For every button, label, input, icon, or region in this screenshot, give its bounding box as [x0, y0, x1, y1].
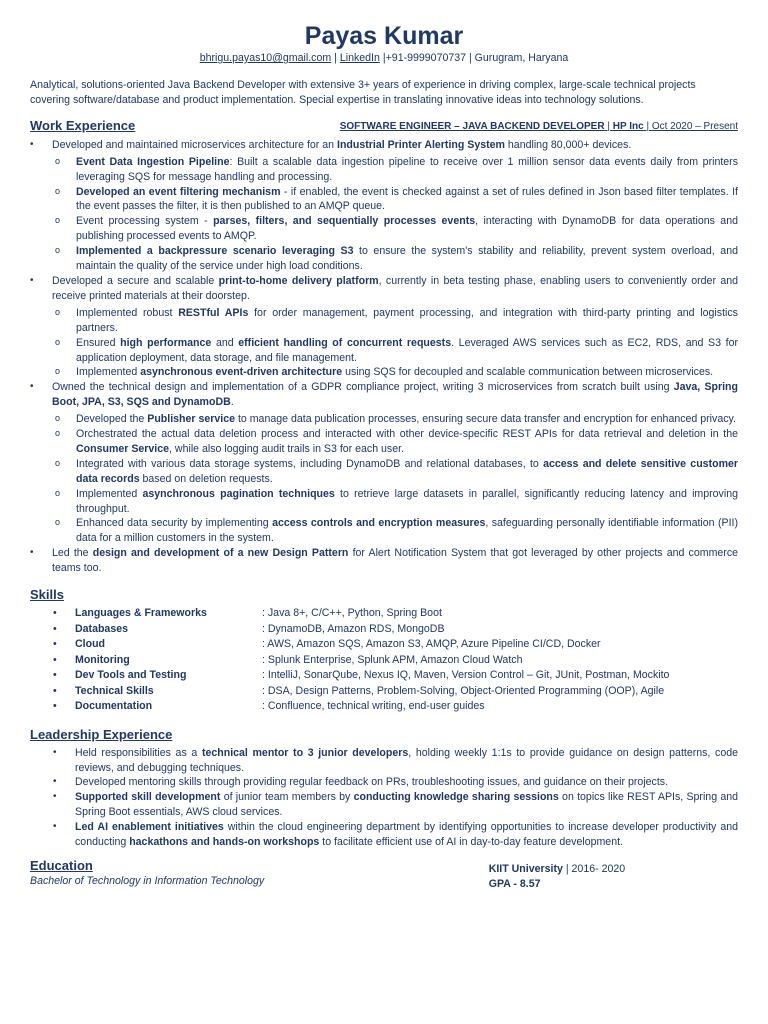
list-item	[52, 214, 738, 244]
bold-text: conducting knowledge sharing sessions	[353, 791, 559, 804]
bold-text: access controls and encryption measures	[272, 517, 486, 530]
bold-text: Industrial Printer Alerting System	[337, 138, 505, 151]
bold-text: Led AI enablement initiatives	[75, 821, 224, 834]
text: on topics like REST APIs, Spring and Spring Boot essentials, AWS cloud services.	[75, 791, 739, 819]
list-item	[30, 138, 738, 274]
university-line	[489, 862, 738, 877]
professional-summary: Analytical, solutions-oriented Java Backend Developer with extensive 3+ years of experience in driving complex, large-scale technical projects covering software/database and product implementation. Special expertise in translating innovative ideas into technology solutions.	[30, 79, 696, 106]
list-item	[52, 244, 738, 274]
bold-text: Publisher service	[147, 413, 236, 426]
list-item	[52, 427, 738, 457]
skill-values: : Splunk Enterprise, Splunk APM, Amazon Cloud Watch	[262, 653, 523, 666]
phone-location: +91-9999070737 | Gurugram, Haryana	[385, 52, 569, 64]
text: Event processing system -	[76, 215, 214, 228]
skill-values: : Java 8+, C/C++, Python, Spring Boot	[262, 607, 442, 620]
text: : Built a scalable data ingestion pipeline to receive over 1 million sensor data events daily from printers leveraging SQS for message handling and processing.	[76, 155, 739, 183]
bold-text: Event Data Ingestion Pipeline	[76, 155, 230, 168]
list-item	[52, 336, 738, 366]
skill-row: • Databases : DynamoDB, Amazon RDS, MongoDB	[30, 622, 738, 638]
job-separator: |	[643, 120, 652, 132]
gpa-value: GPA - 8.57	[488, 877, 541, 890]
bold-text: parses, filters, and sequentially processes events	[213, 215, 476, 228]
text: , while also logging audit trails in S3 for each user.	[169, 442, 405, 455]
text: to retrieve large datasets in parallel, significantly reducing latency and improving throughput.	[76, 487, 738, 515]
contact-separator: |	[379, 52, 386, 64]
job-period: Oct 2020 – Present	[651, 120, 738, 132]
text: to facilitate efficient use of AI in day-to-day feature development.	[319, 836, 623, 849]
text: Enhanced data security by implementing	[76, 517, 273, 530]
list-item	[52, 412, 738, 427]
leadership-bullets	[30, 746, 738, 850]
skill-values: : IntelliJ, SonarQube, Nexus IQ, Maven, Version Control – Git, JUnit, Postman, Mockito	[262, 669, 670, 682]
sub-bullets	[52, 306, 738, 381]
text: to manage data publication processes, ensuring secure data transfer and encryption for enhanced privacy.	[235, 413, 736, 426]
text: Developed and maintained microservices architecture for an	[52, 138, 337, 151]
skill-values: : DSA, Design Patterns, Problem-Solving, Object-Oriented Programming (OOP), Agile	[262, 684, 665, 697]
text: within the cloud engineering department by identifying opportunities to increase developer productivity and conducting	[75, 821, 738, 849]
skill-category: Documentation	[75, 700, 153, 713]
bold-text: technical mentor to 3 junior developers	[201, 746, 409, 759]
skill-row: • Documentation : Confluence, technical writing, end-user guides	[30, 699, 738, 715]
text: Orchestrated the actual data deletion process and interacted with other device-specific REST APIs for data retrieval and deletion in the	[76, 428, 738, 441]
skill-values: : DynamoDB, Amazon RDS, MongoDB	[262, 622, 445, 635]
list-item	[52, 457, 738, 487]
list-item	[52, 365, 738, 380]
work-experience-header	[30, 116, 738, 134]
text: , holding weekly 1:1s to provide guidance on design patterns, code reviews, and debugging techniques.	[75, 746, 738, 774]
bold-text: asynchronous event-driven architecture	[140, 366, 343, 379]
skill-values: : Confluence, technical writing, end-user guides	[262, 700, 485, 713]
text: - if enabled, the event is checked against a set of rules defined in Json based filter templates. If the event passes the filter, it is then published to an AMQP queue.	[76, 185, 738, 213]
text: and	[211, 336, 239, 349]
text: Implemented	[76, 487, 143, 500]
bold-text: RESTful APIs	[178, 306, 249, 319]
bold-text: asynchronous pagination techniques	[142, 487, 335, 500]
text: handling 80,000+ devices.	[504, 138, 632, 151]
text: Developed a secure and scalable	[52, 274, 219, 287]
text: based on deletion requests.	[139, 472, 273, 485]
skills-header	[30, 585, 738, 603]
text: Integrated with various data storage systems, including DynamoDB and relational databases, to	[76, 457, 544, 470]
gpa	[489, 877, 738, 892]
contact-separator: |	[331, 52, 340, 64]
text: Ensured	[76, 336, 121, 349]
list-item	[52, 487, 738, 517]
skill-values: : AWS, Amazon SQS, Amazon S3, AMQP, Azure Pipeline CI/CD, Docker	[262, 638, 601, 651]
text: Developed the	[76, 413, 148, 426]
skill-row: • Cloud : AWS, Amazon SQS, Amazon S3, AMQP, Azure Pipeline CI/CD, Docker	[30, 637, 738, 653]
university-name: KIIT University	[488, 862, 563, 875]
list-item	[30, 790, 738, 820]
text: using SQS for decoupled and scalable communication between microservices.	[342, 366, 714, 379]
text: , interacting with DynamoDB for data operations and publishing processed events to AMQP.	[76, 215, 738, 243]
linkedin-link[interactable]: LinkedIn	[339, 52, 380, 64]
list-item	[52, 185, 738, 215]
list-item	[30, 820, 738, 850]
skill-category: Dev Tools and Testing	[75, 669, 187, 682]
sub-bullets	[52, 412, 738, 546]
candidate-name: Payas Kumar	[304, 22, 464, 50]
education-right	[489, 858, 738, 892]
bold-text: Java, Spring Boot, JPA, S3, SQS and DynamoDB	[52, 381, 738, 409]
education-section	[30, 858, 738, 892]
job-separator: |	[604, 120, 613, 132]
skill-row: • Dev Tools and Testing : IntelliJ, SonarQube, Nexus IQ, Maven, Version Control – Git, JUnit, Postman, Mockito	[30, 668, 738, 684]
text: .	[230, 396, 234, 409]
list-item	[52, 155, 738, 185]
bold-text: Implemented a backpressure scenario leveraging S3	[76, 245, 354, 258]
skills-title: Skills	[30, 587, 64, 603]
job-title-line	[340, 120, 738, 134]
text: Developed mentoring skills through providing regular feedback on PRs, troubleshooting issues, and guidance on their projects.	[75, 776, 669, 789]
bold-text: access and delete sensitive customer data records	[76, 457, 738, 485]
skill-category: Databases	[75, 622, 128, 635]
list-item	[30, 546, 738, 576]
email-link[interactable]: bhrigu.payas10@gmail.com	[199, 52, 332, 64]
bold-text: print-to-home delivery platform	[218, 274, 379, 287]
bold-text: high performance	[120, 336, 212, 349]
text: for order management, payment processing, and integration with third-party printing and logistics partners.	[76, 306, 738, 334]
job-company: HP Inc	[612, 120, 644, 132]
text: Owned the technical design and implementation of a GDPR compliance project, writing 3 microservices from scratch built using	[52, 381, 674, 394]
sub-bullets	[52, 155, 738, 274]
list-item	[30, 380, 738, 546]
education-left	[30, 858, 489, 892]
text: , currently in beta testing phase, enabling users to conveniently order and receive printed materials at their doorstep.	[52, 274, 738, 302]
work-bullets	[30, 138, 738, 576]
bold-text: Consumer Service	[76, 442, 170, 455]
bold-text: Developed an event filtering mechanism	[76, 185, 281, 198]
education-years: | 2016- 2020	[562, 862, 626, 875]
list-item	[52, 306, 738, 336]
text: for Alert Notification System that got leveraged by other projects and commerce teams too.	[52, 547, 739, 575]
skill-category: Cloud	[75, 638, 106, 651]
skill-category: Technical Skills	[75, 684, 154, 697]
degree: Bachelor of Technology in Information Technology	[30, 874, 265, 887]
list-item	[30, 746, 738, 776]
leadership-header	[30, 725, 738, 743]
education-title: Education	[30, 857, 93, 873]
text: of junior team members by	[220, 791, 354, 804]
job-role: SOFTWARE ENGINEER – JAVA BACKEND DEVELOPER	[339, 120, 605, 132]
bold-text: design and development of a new Design Pattern	[92, 547, 349, 560]
text: Implemented	[76, 366, 141, 379]
bold-text: efficient handling of concurrent requests	[238, 336, 452, 349]
list-item	[30, 775, 738, 790]
text: Led the	[52, 547, 93, 560]
bold-text: hackathons and hands-on workshops	[129, 836, 320, 849]
skill-row: • Languages & Frameworks : Java 8+, C/C++, Python, Spring Boot	[30, 606, 738, 622]
skill-row: • Technical Skills : DSA, Design Patterns, Problem-Solving, Object-Oriented Programming (OOP), Agile	[30, 684, 738, 700]
skill-row: • Monitoring : Splunk Enterprise, Splunk APM, Amazon Cloud Watch	[30, 653, 738, 669]
skills-table	[30, 606, 738, 715]
list-item	[52, 516, 738, 546]
list-item	[30, 274, 738, 380]
text: to ensure the system's stability and reliability, prevent system overload, and maintain the quality of the service under high load conditions.	[76, 245, 738, 273]
text: Held responsibilities as a	[75, 746, 202, 759]
skill-category: Languages & Frameworks	[75, 607, 207, 620]
leadership-title: Leadership Experience	[30, 726, 173, 742]
text: Implemented robust	[76, 306, 179, 319]
skill-category: Monitoring	[75, 653, 130, 666]
contact-line	[30, 51, 738, 68]
text: , safeguarding personally identifiable information (PII) data for a million customers in the system.	[76, 517, 738, 545]
bold-text: Supported skill development	[75, 791, 221, 804]
text: . Leveraged AWS services such as EC2, RDS, and S3 for application deployment, data storage, and file management.	[76, 336, 738, 364]
work-experience-title: Work Experience	[30, 117, 136, 133]
